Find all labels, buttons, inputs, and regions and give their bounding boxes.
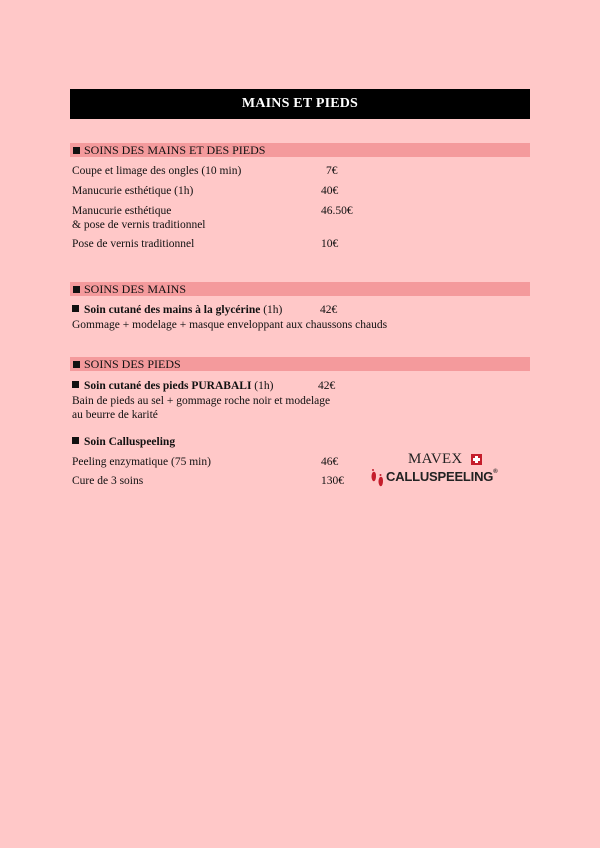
service-name: Peeling enzymatique (75 min): [72, 456, 211, 468]
service-price: 42€: [318, 380, 336, 392]
page-title: MAINS ET PIEDS: [70, 89, 530, 119]
service-duration: (1h): [254, 380, 274, 392]
service-name: Soin cutané des mains à la glycérine: [84, 304, 261, 316]
service-price: 40€: [321, 185, 339, 197]
section-heading-pieds: [70, 357, 530, 371]
service-name-continued: & pose de vernis traditionnel: [72, 219, 206, 231]
square-bullet-icon: [72, 305, 79, 312]
service-name: Cure de 3 soins: [72, 475, 144, 487]
service-name: Manucurie esthétique (1h): [72, 185, 194, 197]
section-heading-text: SOINS DES PIEDS: [84, 357, 181, 371]
section-heading-text: SOINS DES MAINS ET DES PIEDS: [84, 143, 266, 157]
logo-brand-top: MAVEX: [408, 451, 463, 467]
swiss-cross-icon: [471, 454, 482, 465]
service-name: Manucurie esthétique: [72, 205, 172, 217]
service-price: 46.50€: [321, 205, 353, 217]
service-name: Soin cutané des pieds PURABALI: [84, 380, 252, 392]
service-description: Gommage + modelage + masque enveloppant aux chaussons chauds: [72, 319, 388, 331]
service-name: Soin Calluspeeling: [84, 436, 176, 448]
square-bullet-icon: [73, 286, 80, 293]
square-bullet-icon: [73, 147, 80, 154]
section-heading-mains: [70, 282, 530, 296]
section-heading-mains-pieds: [70, 143, 530, 157]
service-duration: (1h): [263, 304, 283, 316]
footprints-icon: [370, 468, 386, 490]
square-bullet-icon: [72, 381, 79, 388]
service-name: Pose de vernis traditionnel: [72, 238, 195, 250]
logo-brand-bottom: CALLUSPEELING®: [386, 469, 498, 484]
service-price: 42€: [320, 304, 338, 316]
service-title-line: [72, 379, 273, 394]
service-price: 130€: [321, 475, 344, 487]
square-bullet-icon: [72, 437, 79, 444]
service-title-line: [72, 303, 282, 318]
service-price: 7€: [326, 165, 338, 177]
section-heading-text: SOINS DES MAINS: [84, 282, 187, 296]
service-price: 10€: [321, 238, 339, 250]
service-price: 46€: [321, 456, 339, 468]
service-title-line: [72, 435, 175, 450]
service-name: Coupe et limage des ongles (10 min): [72, 165, 242, 177]
mavex-calluspeeling-logo: [368, 451, 508, 495]
square-bullet-icon: [73, 361, 80, 368]
service-description: Bain de pieds au sel + gommage roche noir et modelage: [72, 395, 331, 407]
service-description-continued: au beurre de karité: [72, 409, 158, 421]
